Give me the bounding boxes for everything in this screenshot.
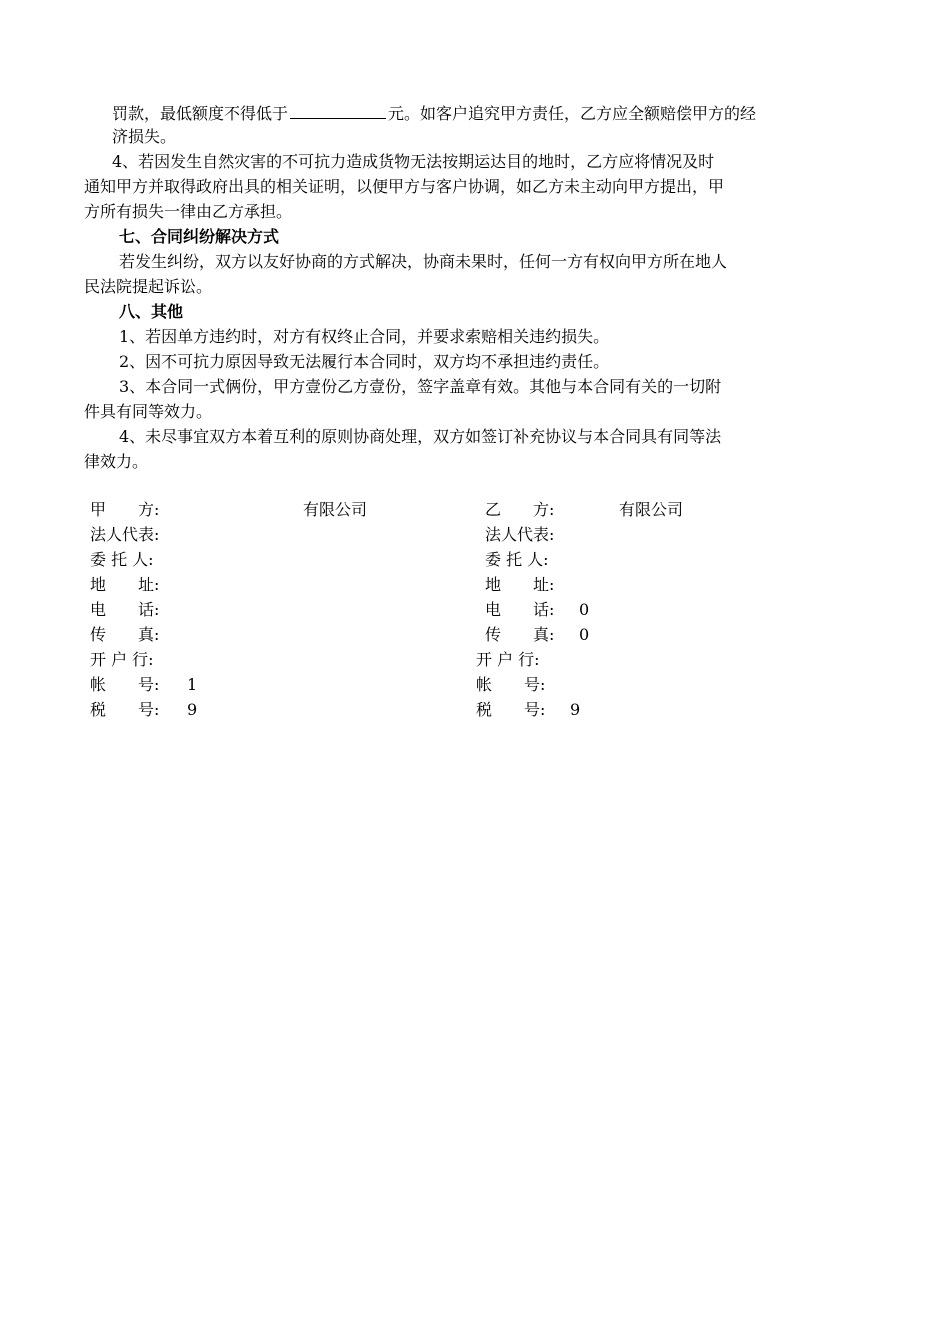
section-8-item-3-line-1: 3、本合同一式俩份，甲方壹份乙方壹份，签字盖章有效。其他与本合同有关的一切附	[119, 377, 722, 396]
party-b-label: 乙 方:	[485, 500, 555, 519]
party-a-agent-label: 委 托 人:	[90, 550, 154, 569]
section-7-title: 七、合同纠纷解决方式	[119, 227, 280, 246]
amount-blank	[290, 104, 386, 119]
penalty-text-b: 元。如客户追究甲方责任，乙方应全额赔偿甲方的经	[388, 104, 757, 123]
section-8-item-4-line-2: 律效力。	[84, 452, 149, 471]
section-7-line-1: 若发生纠纷，双方以友好协商的方式解决，协商未果时，任何一方有权向甲方所在地人	[119, 252, 728, 271]
party-a-phone-label: 电 话:	[90, 600, 160, 619]
party-a-account-value: 1	[187, 675, 198, 694]
party-b-tax-label: 税 号:	[476, 700, 546, 719]
clause-4-line-2: 通知甲方并取得政府出具的相关证明，以便甲方与客户协调，如乙方未主动向甲方提出，甲	[84, 177, 725, 196]
party-b-agent-label: 委 托 人:	[485, 550, 549, 569]
party-a-fax-label: 传 真:	[90, 625, 160, 644]
penalty-line-2: 济损失。	[112, 127, 177, 146]
party-b-fax-value: 0	[579, 625, 590, 644]
party-a-rep-label: 法人代表:	[90, 525, 160, 544]
clause-4-line-1: 4、若因发生自然灾害的不可抗力造成货物无法按期运达目的地时，乙方应将情况及时	[112, 152, 715, 171]
section-8-title: 八、其他	[119, 302, 184, 321]
party-b-phone-label: 电 话:	[485, 600, 555, 619]
party-b-bank-label: 开 户 行:	[476, 650, 540, 669]
penalty-text-a: 罚款，最低额度不得低于	[112, 104, 289, 123]
party-a-account-label: 帐 号:	[90, 675, 160, 694]
party-b-fax-label: 传 真:	[485, 625, 555, 644]
party-a-name: 有限公司	[303, 500, 368, 519]
party-b-address-label: 地 址:	[485, 575, 555, 594]
party-b-account-label: 帐 号:	[476, 675, 546, 694]
section-7-line-2: 民法院提起诉讼。	[84, 277, 213, 296]
party-b-rep-label: 法人代表:	[485, 525, 555, 544]
section-8-item-1: 1、若因单方违约时，对方有权终止合同，并要求索赔相关违约损失。	[119, 327, 610, 346]
section-8-item-2: 2、因不可抗力原因导致无法履行本合同时，双方均不承担违约责任。	[119, 352, 610, 371]
party-b-phone-value: 0	[579, 600, 590, 619]
party-a-label: 甲 方:	[90, 500, 160, 519]
party-a-tax-label: 税 号:	[90, 700, 160, 719]
party-a-tax-value: 9	[187, 700, 198, 719]
party-b-name: 有限公司	[619, 500, 684, 519]
section-8-item-3-line-2: 件具有同等效力。	[84, 402, 213, 421]
party-a-address-label: 地 址:	[90, 575, 160, 594]
party-a-bank-label: 开 户 行:	[90, 650, 154, 669]
clause-4-line-3: 方所有损失一律由乙方承担。	[84, 202, 293, 221]
penalty-line	[112, 104, 756, 122]
party-b-tax-value: 9	[570, 700, 581, 719]
section-8-item-4-line-1: 4、未尽事宜双方本着互利的原则协商处理，双方如签订补充协议与本合同具有同等法	[119, 427, 722, 446]
